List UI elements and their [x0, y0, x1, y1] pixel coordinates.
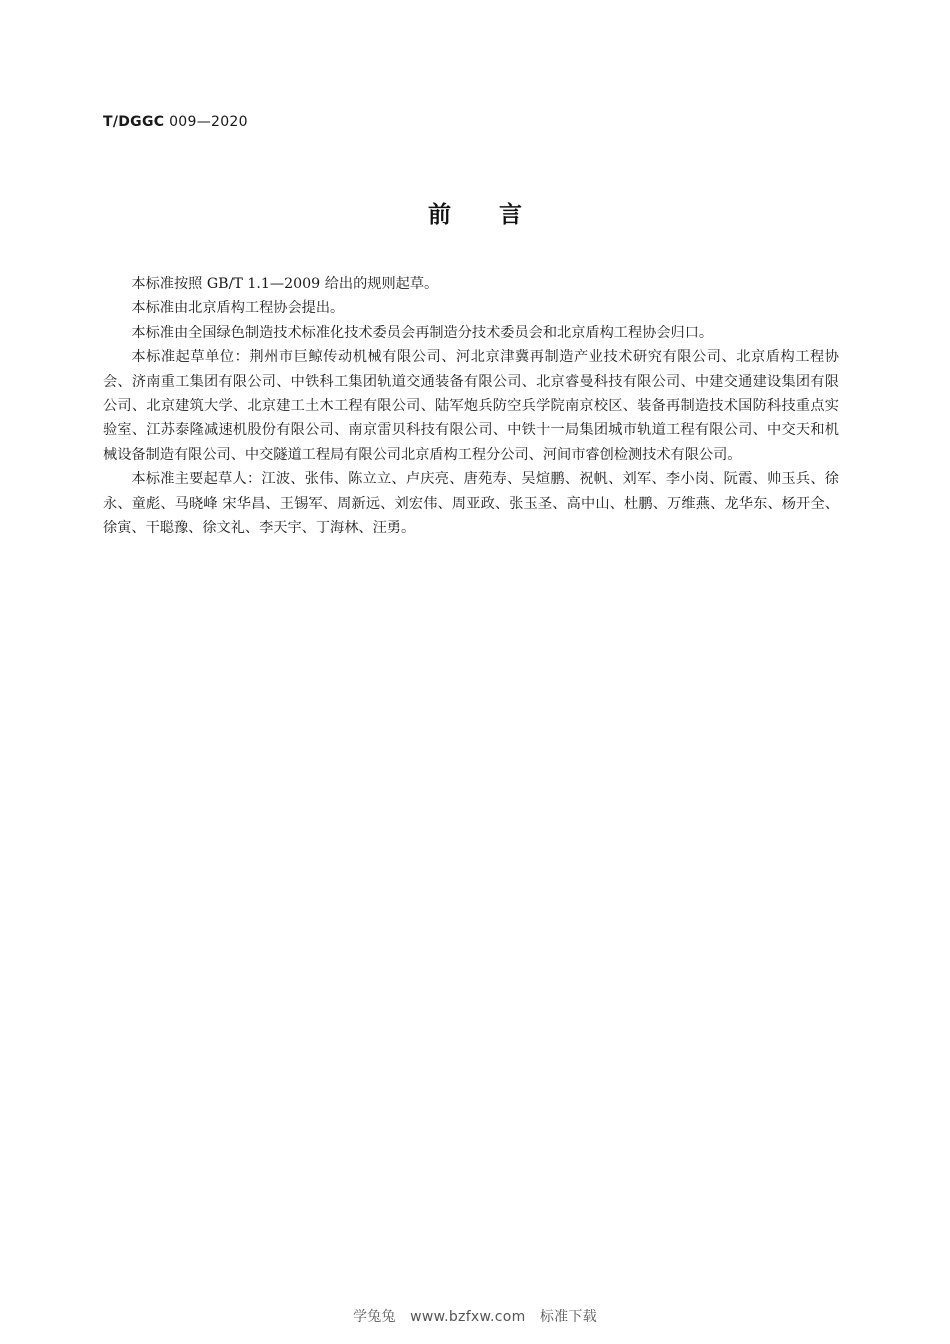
paragraph-drafting-units: 本标准起草单位：荆州市巨鲸传动机械有限公司、河北京津冀再制造产业技术研究有限公司、北京盾构工程协会、济南重工集团有限公司、中铁科工集团轨道交通装备有限公司、北京睿曼科技有限公司、中建交通建设集团有限公司、北京建筑大学、北京建工土木工程有限公司、陆军炮兵防空兵学院南京校区、装备再制造技术国防科技重点实验室、江苏泰隆减速机股份有限公司、南京雷贝科技有限公司、中铁十一局集团城市轨道工程有限公司、中交天和机械设备制造有限公司、中交隧道工程局有限公司北京盾构工程分公司、河间市睿创检测技术有限公司。: [103, 349, 839, 463]
foreword-body: [103, 272, 839, 540]
paragraph-centralized-unit: 本标准由全国绿色制造技术标准化技术委员会再制造分技术委员会和北京盾构工程协会归口。: [131, 324, 714, 341]
footer-watermark: 学兔兔 www.bzfxw.com 标准下载: [352, 1309, 598, 1325]
paragraph-drafting-rules: 本标准按照 GB/T 1.1—2009 给出的规则起草。: [131, 276, 439, 292]
standard-code-number: 009—2020: [164, 114, 248, 130]
paragraph-drafters: 本标准主要起草人：江波、张伟、陈立立、卢庆亮、唐苑寿、吴煊鹏、祝帆、刘军、李小岗、阮霞、帅玉兵、徐永、童彪、马晓峰 宋华昌、王锡军、周新远、刘宏伟、周亚政、张玉圣、高中山、杜鹏、万维燕、龙华东、杨开全、徐寅、干聪豫、徐文礼、李天宇、丁海林、汪勇。: [103, 471, 839, 537]
standard-code: [103, 114, 248, 130]
page-title: 前言: [428, 202, 570, 228]
paragraph-proposer: 本标准由北京盾构工程协会提出。: [131, 300, 345, 317]
standard-code-prefix: T/DGGC: [103, 114, 165, 130]
